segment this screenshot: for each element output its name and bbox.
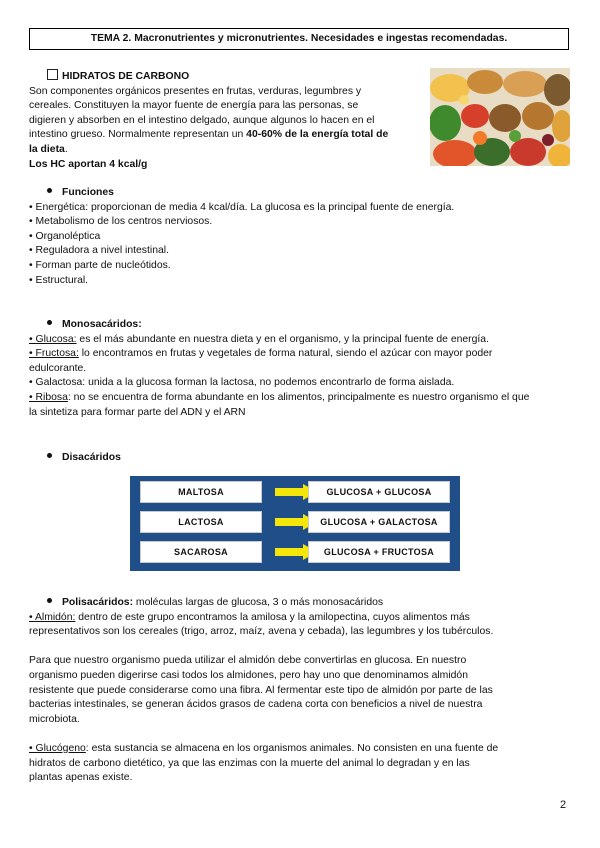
poli-section [29,596,569,786]
disacarido-name: SACAROSA [140,541,262,563]
funciones-item: • Organoléptica [29,230,101,242]
bullet-icon [47,598,52,603]
hc-heading: HIDRATOS DE CARBONO [29,69,569,85]
poli-almidon-2: representativos son los cereales (trigo, arroz, maíz, avena y cebada), las legumbres y los tubérculos. [29,626,494,638]
poli-glucogeno: • Glucógeno: esta sustancia se almacena en los organismos animales. No consisten en una fuente de [29,742,499,754]
disacarido-name: LACTOSA [140,511,262,533]
poli-para-line: Para que nuestro organismo pueda utilizar el almidón debe convertirlas en glucosa. En nuestro [29,655,467,667]
disacaridos-heading: Disacáridos [29,451,569,466]
hc-intro-4: intestino grueso. Normalmente representan un 40-60% de la energía total de [29,129,389,141]
hc-intro-2: cereales. Constituyen la mayor fuente de energía para las personas, se [29,100,359,112]
poli-para-line: resistente que puede considerarse como una fibra. Al fermentar este tipo de almidón por parte de las [29,684,493,696]
funciones-item: • Metabolismo de los centros nerviosos. [29,216,213,228]
hc-intro-3: digieren y absorben en el intestino delgado, aunque algunos lo hacen en el [29,114,375,126]
mono-ribosa-2: la sintetiza para formar parte del ADN y el ARN [29,406,246,418]
disacaridos-section [29,451,569,466]
mono-fructosa-2: edulcorante. [29,362,87,374]
checkbox-icon [47,69,58,80]
poli-heading: Polisacáridos: moléculas largas de glucosa, 3 o más monosacáridos [29,596,569,611]
mono-section [29,318,569,420]
hc-intro-5: la dieta. [29,143,68,155]
poli-para-line: microbiota. [29,713,80,725]
mono-heading: Monosacáridos: [29,318,569,333]
bullet-icon [47,453,52,458]
poli-almidon: • Almidón: dentro de este grupo encontramos la amilosa y la amilopectina, cuyos alimentos más [29,611,470,623]
disacarido-composition: GLUCOSA + GALACTOSA [308,511,450,533]
bullet-icon [47,320,52,325]
funciones-item: • Estructural. [29,274,89,286]
mono-glucosa: • Glucosa: es el más abundante en nuestra dieta y en el organismo, y la principal fuente de energía. [29,333,489,345]
funciones-section [29,186,569,288]
funciones-item: • Energética: proporcionan de media 4 kcal/día. La glucosa es la principal fuente de energía. [29,201,455,213]
disacaridos-table [130,476,460,571]
mono-ribosa: • Ribosa: no se encuentra de forma abundante en los alimentos, principalmente es nuestro organismo el que [29,391,530,403]
funciones-heading: Funciones [29,186,569,201]
spacer [29,727,569,742]
poli-glucogeno-2: hidratos de carbono dietético, ya que las enzimas con la muerte del animal lo degradan y en las [29,757,470,769]
disacarido-composition: GLUCOSA + FRUCTOSA [308,541,450,563]
funciones-item: • Reguladora a nivel intestinal. [29,245,169,257]
hc-intro-1: Son componentes orgánicos presentes en frutas, verduras, legumbres y [29,85,362,97]
spacer [29,640,569,655]
page-title: TEMA 2. Macronutrientes y micronutrientes. Necesidades e ingestas recomendadas. [29,28,569,50]
food-photo [430,68,570,166]
poli-glucogeno-3: plantas apenas existe. [29,772,133,784]
mono-fructosa: • Fructosa: lo encontramos en frutas y vegetales de forma natural, siendo el azúcar con mayor poder [29,348,493,360]
bullet-icon [47,188,52,193]
poli-para-line: bacterias intestinales, se generan ácidos grasos de cadena corta con beneficios a nivel de nuestra [29,699,483,711]
disacaridos-row [130,511,460,535]
page-number: 2 [560,799,567,811]
disacaridos-row [130,541,460,565]
hc-kcal: Los HC aportan 4 kcal/g [29,158,148,170]
poli-para-line: organismo pueden digerirse casi todos los almidones, pero hay uno que denominamos almidón [29,669,468,681]
disacarido-composition: GLUCOSA + GLUCOSA [308,481,450,503]
mono-galactosa: • Galactosa: unida a la glucosa forman la lactosa, no podemos encontrarlo de forma aislada. [29,377,455,389]
disacaridos-row [130,481,460,505]
disacarido-name: MALTOSA [140,481,262,503]
funciones-item: • Forman parte de nucleótidos. [29,259,171,271]
